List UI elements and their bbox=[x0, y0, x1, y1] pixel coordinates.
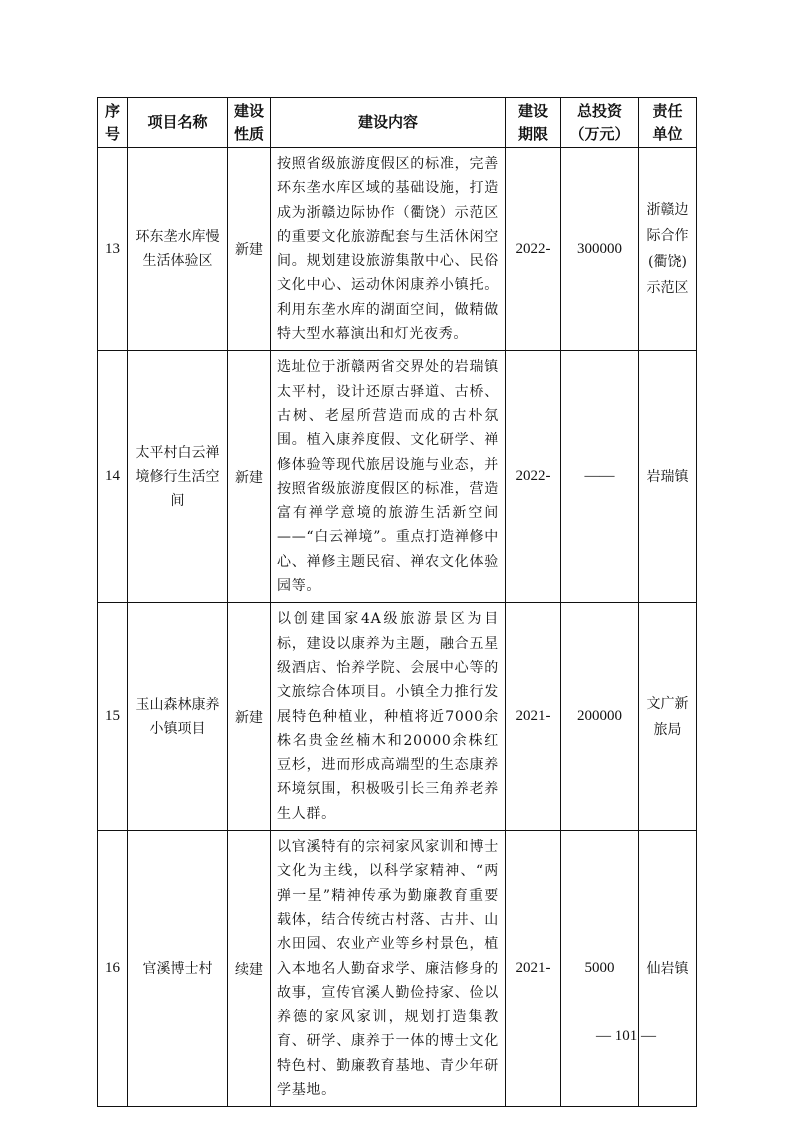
row-seq: 15 bbox=[98, 603, 128, 831]
table-row bbox=[98, 603, 697, 831]
table-row bbox=[98, 351, 697, 603]
row-invest: 300000 bbox=[561, 148, 639, 351]
row-content: 按照省级旅游度假区的标准，完善环东垄水库区域的基础设施，打造成为浙赣边际协作（衢饶）示范区的重要文化旅游配套与生活休闲空间。规划建设旅游集散中心、民俗文化中心、运动休闲康养小镇托。利用东垄水库的湖面空间，做精做特大型水幕演出和灯光夜秀。 bbox=[271, 148, 506, 351]
row-name: 太平村白云禅境修行生活空间 bbox=[128, 351, 228, 603]
table-row bbox=[98, 831, 697, 1107]
row-nature: 续建 bbox=[228, 831, 271, 1107]
header-content: 建设内容 bbox=[271, 98, 506, 148]
project-table bbox=[97, 97, 697, 1107]
row-name: 官溪博士村 bbox=[128, 831, 228, 1107]
row-invest: 5000 bbox=[561, 831, 639, 1107]
header-seq: 序号 bbox=[98, 98, 128, 148]
row-seq: 16 bbox=[98, 831, 128, 1107]
header-invest: 总投资（万元） bbox=[561, 98, 639, 148]
row-nature: 新建 bbox=[228, 351, 271, 603]
table-row bbox=[98, 148, 697, 351]
page-number: — 101 — bbox=[596, 1028, 656, 1044]
header-nature: 建设性质 bbox=[228, 98, 271, 148]
row-name: 玉山森林康养小镇项目 bbox=[128, 603, 228, 831]
header-name: 项目名称 bbox=[128, 98, 228, 148]
row-invest: —— bbox=[561, 351, 639, 603]
row-seq: 13 bbox=[98, 148, 128, 351]
row-unit: 岩瑞镇 bbox=[639, 351, 697, 603]
row-period: 2021- bbox=[506, 831, 561, 1107]
row-period: 2022- bbox=[506, 148, 561, 351]
row-content: 以官溪特有的宗祠家风家训和博士文化为主线，以科学家精神、“两弹一星”精神传承为勤廉教育重要载体，结合传统古村落、古井、山水田园、农业产业等乡村景色，植入本地名人勤奋求学、廉洁修身的故事，宣传官溪人勤俭持家、俭以养德的家风家训，规划打造集教育、研学、康养于一体的博士文化特色村、勤廉教育基地、青少年研学基地。 bbox=[271, 831, 506, 1107]
row-name: 环东垄水库慢生活体验区 bbox=[128, 148, 228, 351]
row-content: 选址位于浙赣两省交界处的岩瑞镇太平村，设计还原古驿道、古桥、古树、老屋所营造而成的古朴氛围。植入康养度假、文化研学、禅修体验等现代旅居设施与业态，并按照省级旅游度假区的标准，营造富有禅学意境的旅游生活新空间——“白云禅境”。重点打造禅修中心、禅修主题民宿、禅农文化体验园等。 bbox=[271, 351, 506, 603]
row-seq: 14 bbox=[98, 351, 128, 603]
header-period: 建设期限 bbox=[506, 98, 561, 148]
row-content: 以创建国家4A级旅游景区为目标，建设以康养为主题，融合五星级酒店、怡养学院、会展中心等的文旅综合体项目。小镇全力推行发展特色种植业，种植将近7000余株名贵金丝楠木和20000余株红豆杉，进而形成高端型的生态康养环境氛围，积极吸引长三角养老养生人群。 bbox=[271, 603, 506, 831]
row-nature: 新建 bbox=[228, 603, 271, 831]
header-row bbox=[98, 98, 697, 148]
row-nature: 新建 bbox=[228, 148, 271, 351]
row-invest: 200000 bbox=[561, 603, 639, 831]
row-unit: 浙赣边际合作(衢饶)示范区 bbox=[639, 148, 697, 351]
header-unit: 责任单位 bbox=[639, 98, 697, 148]
row-unit: 仙岩镇 bbox=[639, 831, 697, 1107]
row-period: 2022- bbox=[506, 351, 561, 603]
row-period: 2021- bbox=[506, 603, 561, 831]
row-unit: 文广新旅局 bbox=[639, 603, 697, 831]
